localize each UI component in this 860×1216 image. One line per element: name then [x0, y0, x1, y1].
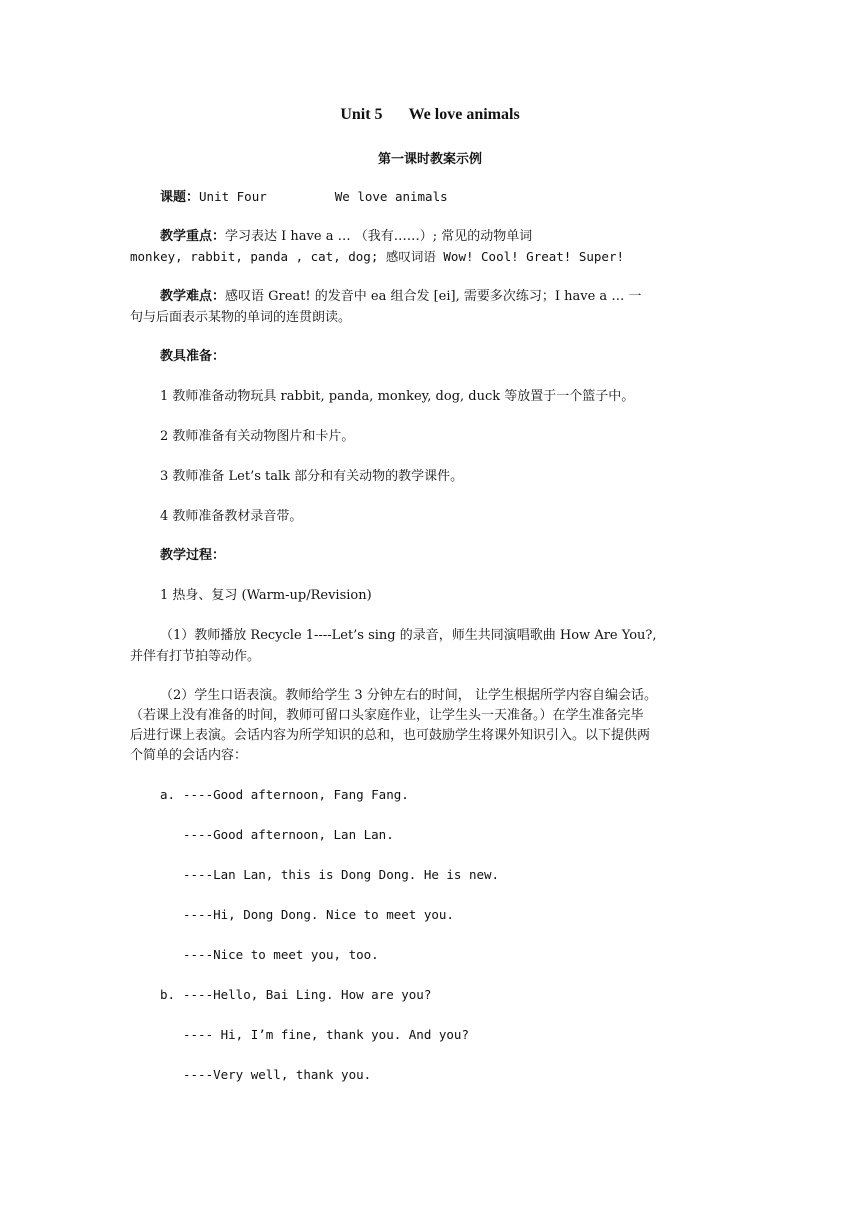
- process-paragraph-2-line-1: （2）学生口语表演。教师给学生 3 分钟左右的时间， 让学生根据所学内容自编会话。: [160, 688, 657, 703]
- process-paragraph-1-line-2: 并伴有打节拍等动作。: [130, 649, 261, 664]
- key-points-line-2: monkey, rabbit, panda , cat, dog; 感叹词语 Wow! Cool! Great! Super!: [130, 249, 625, 264]
- difficulties-line-1: [160, 288, 641, 306]
- process-paragraph-2-line-4: 个简单的会话内容：: [130, 748, 248, 763]
- process-paragraph-1-line-1: （1）教师播放 Recycle 1----Let’s sing 的录音，师生共同演唱歌曲 How Are You?,: [160, 628, 657, 643]
- page-title: [0, 106, 860, 124]
- title-name: We love animals: [408, 106, 520, 123]
- process-step-1: 1 热身、复习 (Warm-up/Revision): [160, 588, 372, 603]
- dialogue-b-marker: b.: [160, 987, 176, 1002]
- topic-unit: Unit Four: [199, 189, 267, 204]
- process-paragraph-2-line-2: （若课上没有准备的时间，教师可留口头家庭作业，让学生头一天准备。）在学生准备完毕: [130, 708, 644, 723]
- key-points-line-1: [160, 228, 532, 246]
- dialogue-b-line-2: ---- Hi, I’m fine, thank you. And you?: [183, 1027, 469, 1042]
- dialogue-a-line-3: ----Lan Lan, this is Dong Dong. He is new.: [183, 867, 500, 882]
- difficulties-line-2: 句与后面表示某物的单词的连贯朗读。: [130, 310, 352, 325]
- materials-label: 教具准备：: [160, 349, 226, 364]
- dialogue-a-line-5: ----Nice to meet you, too.: [183, 947, 379, 962]
- difficulties-text-1: 感叹语 Great! 的发音中 ea 组合发 [ei], 需要多次练习；I have a … 一: [225, 289, 642, 304]
- page-subtitle: 第一课时教案示例: [377, 152, 482, 167]
- materials-item-4: 4 教师准备教材录音带。: [160, 509, 303, 524]
- key-points-text-1: 学习表达 I have a … （我有……）; 常见的动物单词: [225, 229, 533, 244]
- topic-label: 课题：: [160, 190, 200, 205]
- materials-item-3: 3 教师准备 Let’s talk 部分和有关动物的教学课件。: [160, 469, 464, 484]
- dialogue-a-line-4: ----Hi, Dong Dong. Nice to meet you.: [183, 907, 454, 922]
- difficulties-label: 教学难点：: [160, 289, 226, 304]
- key-points-label: 教学重点：: [160, 229, 226, 244]
- dialogue-b-line-1: ----Hello, Bai Ling. How are you?: [183, 987, 432, 1002]
- dialogue-b-line-3: ----Very well, thank you.: [183, 1067, 372, 1082]
- process-paragraph-2-line-3: 后进行课上表演。会话内容为所学知识的总和，也可鼓励学生将课外知识引入。以下提供两: [130, 728, 651, 743]
- process-label: 教学过程：: [160, 548, 226, 563]
- topic-line: [160, 188, 448, 207]
- materials-item-1: 1 教师准备动物玩具 rabbit, panda, monkey, dog, duck 等放置于一个篮子中。: [160, 389, 635, 404]
- dialogue-a-marker: a.: [160, 787, 176, 802]
- title-unit: Unit 5: [340, 106, 383, 123]
- topic-name: We love animals: [334, 189, 448, 204]
- materials-item-2: 2 教师准备有关动物图片和卡片。: [160, 429, 355, 444]
- dialogue-a-line-1: ----Good afternoon, Fang Fang.: [183, 787, 409, 802]
- dialogue-a-line-2: ----Good afternoon, Lan Lan.: [183, 827, 394, 842]
